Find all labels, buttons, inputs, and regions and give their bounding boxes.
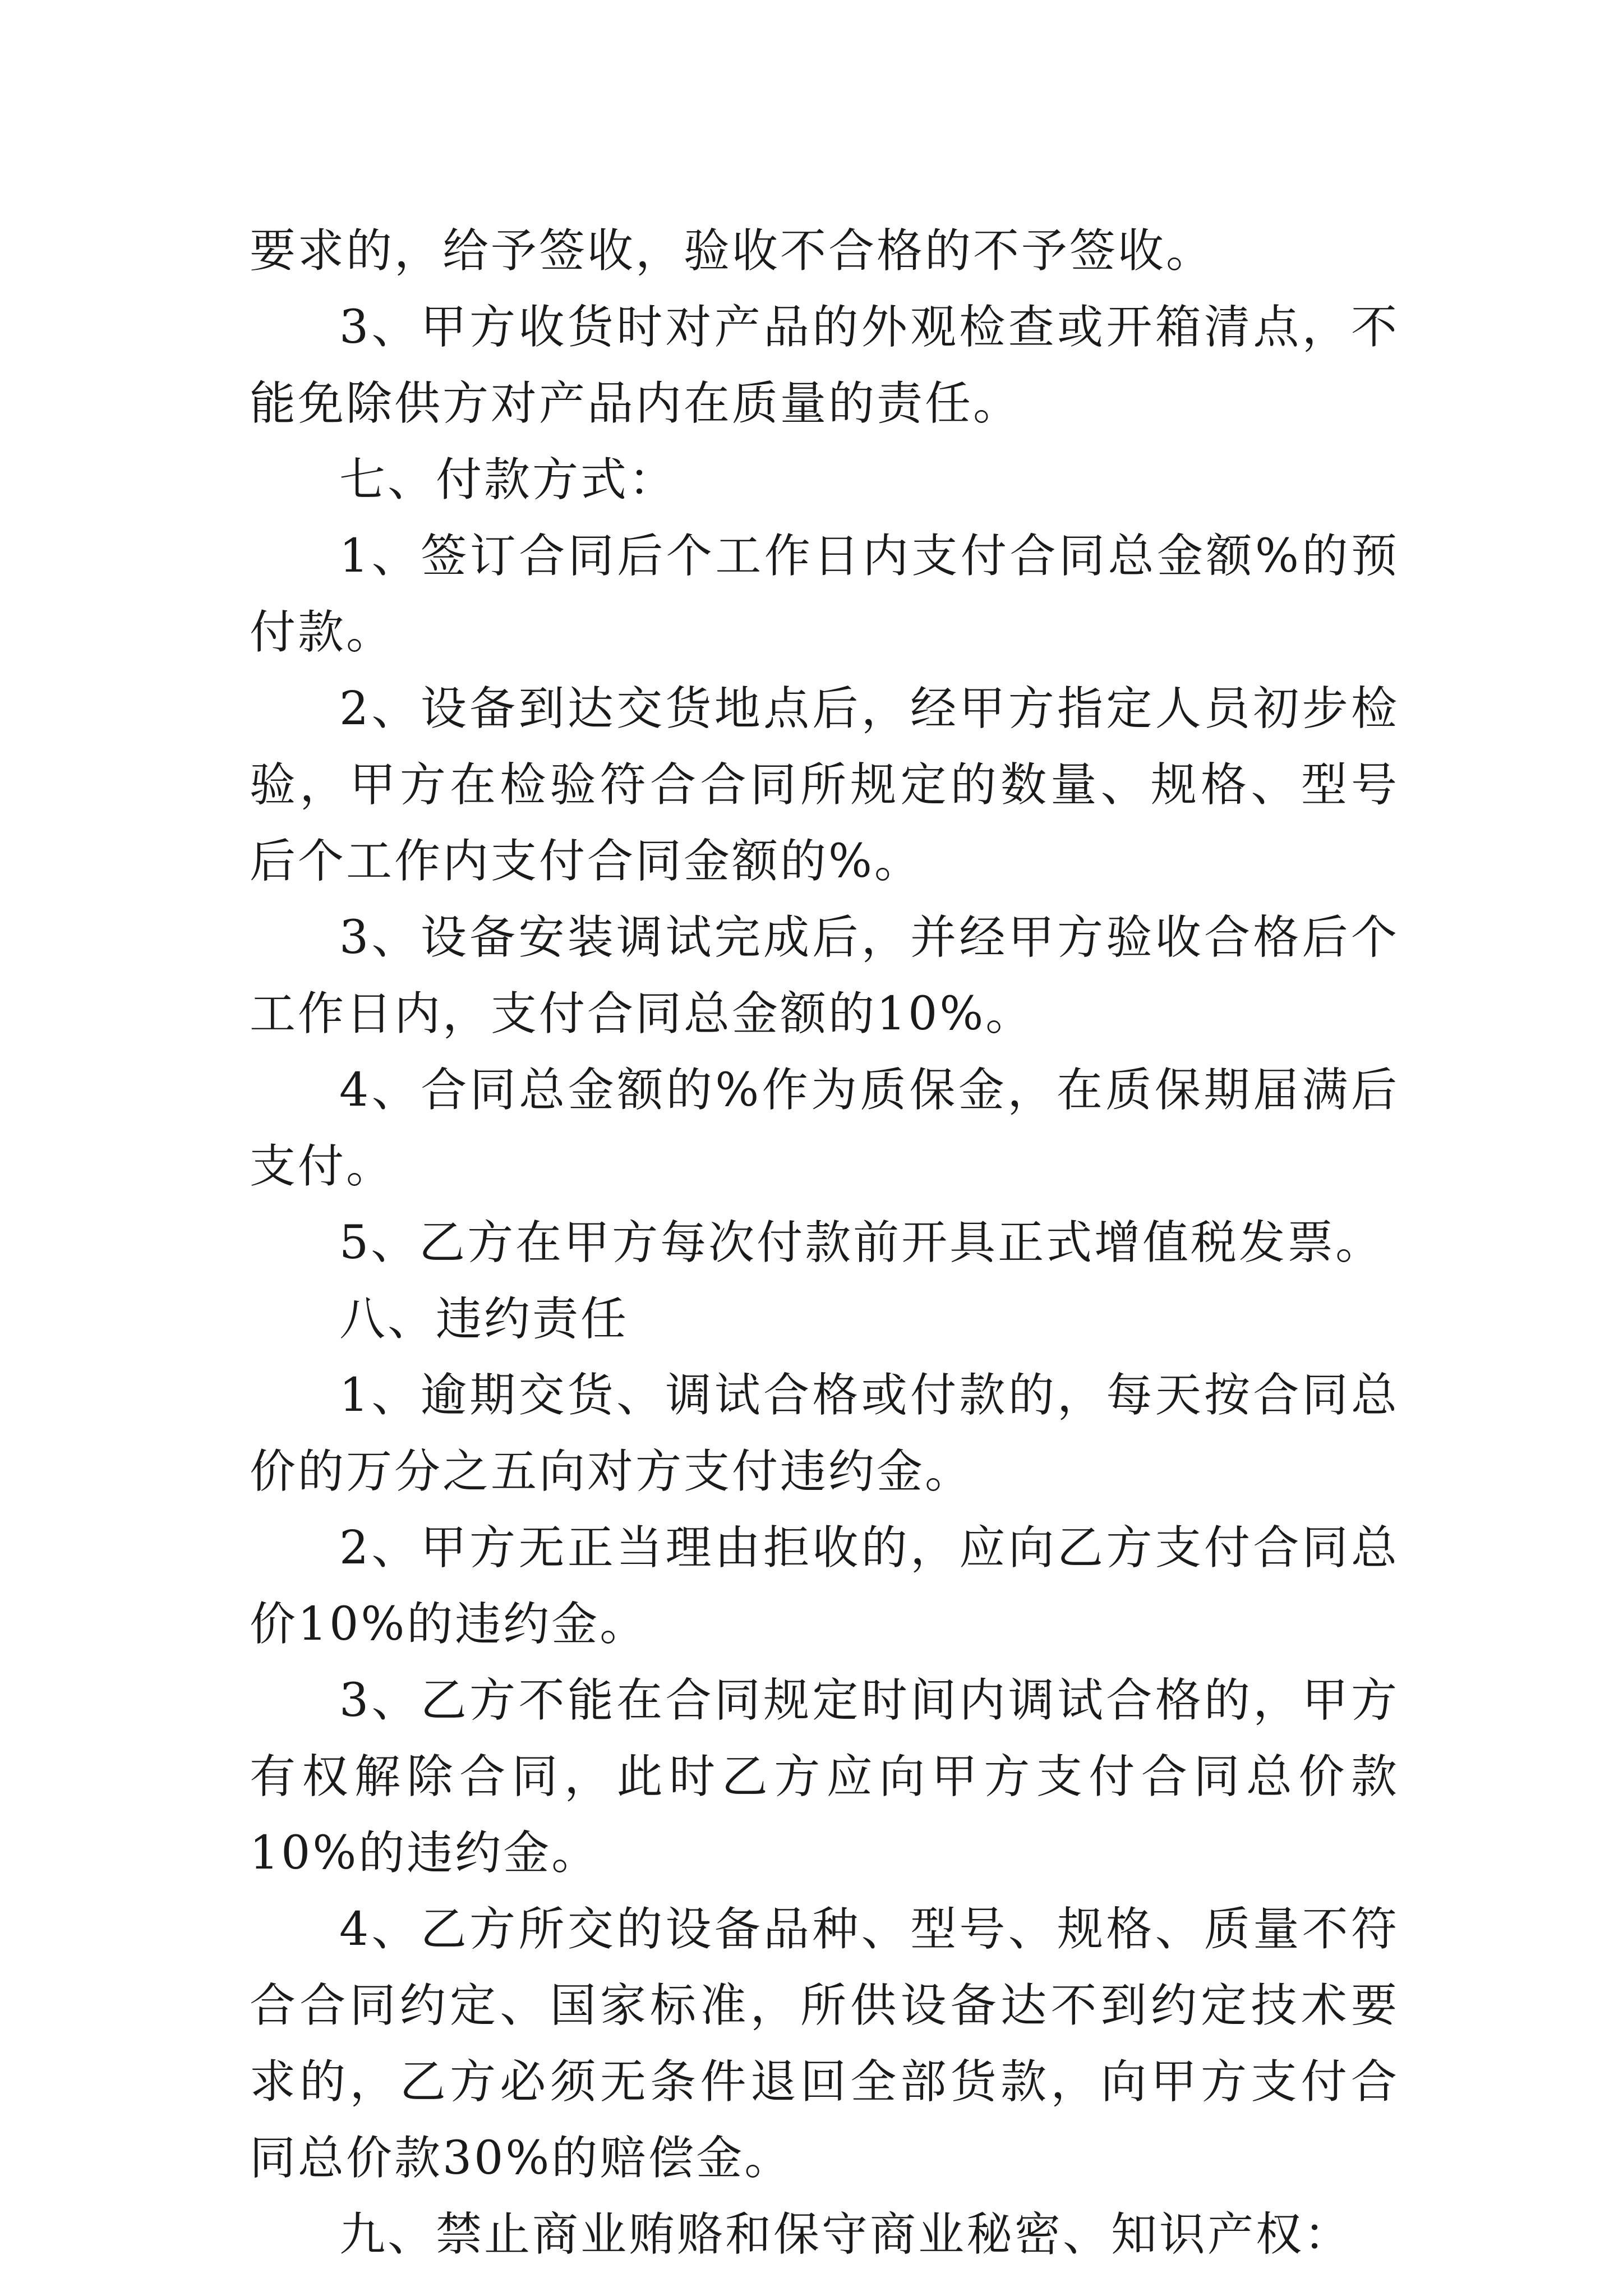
paragraph-4: 1、签订合同后个工作日内支付合同总金额%的预付款。 bbox=[250, 530, 1399, 659]
document-body bbox=[250, 213, 1399, 2273]
paragraph-2: 3、甲方收货时对产品的外观检查或开箱清点，不能免除供方对产品内在质量的责任。 bbox=[250, 301, 1399, 430]
paragraph-7: 4、合同总金额的%作为质保金，在质保期届满后支付。 bbox=[250, 1064, 1399, 1193]
paragraph-11: 2、甲方无正当理由拒收的，应向乙方支付合同总价10%的违约金。 bbox=[250, 1521, 1399, 1651]
paragraph-5: 2、设备到达交货地点后，经甲方指定人员初步检验，甲方在检验符合合同所规定的数量、规格、型号后个工作内支付合同金额的%。 bbox=[250, 682, 1399, 888]
section-heading-liability: 八、违约责任 bbox=[339, 1292, 629, 1346]
paragraph-13: 4、乙方所交的设备品种、型号、规格、质量不符合合同约定、国家标准，所供设备达不到约定技术要求的，乙方必须无条件退回全部货款，向甲方支付合同总价款30%的赔偿金。 bbox=[250, 1903, 1399, 2185]
paragraph-8: 5、乙方在甲方每次付款前开具正式增值税发票。 bbox=[339, 1216, 1384, 1269]
paragraph-1: 要求的，给予签收，验收不合格的不予签收。 bbox=[250, 224, 1215, 278]
section-heading-payment: 七、付款方式： bbox=[339, 453, 677, 507]
paragraph-6: 3、设备安装调试完成后，并经甲方验收合格后个工作日内，支付合同总金额的10%。 bbox=[250, 911, 1399, 1041]
paragraph-10: 1、逾期交货、调试合格或付款的，每天按合同总价的万分之五向对方支付违约金。 bbox=[250, 1369, 1399, 1498]
section-heading-bribery: 九、禁止商业贿赂和保守商业秘密、知识产权： bbox=[339, 2208, 1353, 2261]
paragraph-12: 3、乙方不能在合同规定时间内调试合格的，甲方有权解除合同，此时乙方应向甲方支付合同总价款10%的违约金。 bbox=[250, 1674, 1399, 1880]
